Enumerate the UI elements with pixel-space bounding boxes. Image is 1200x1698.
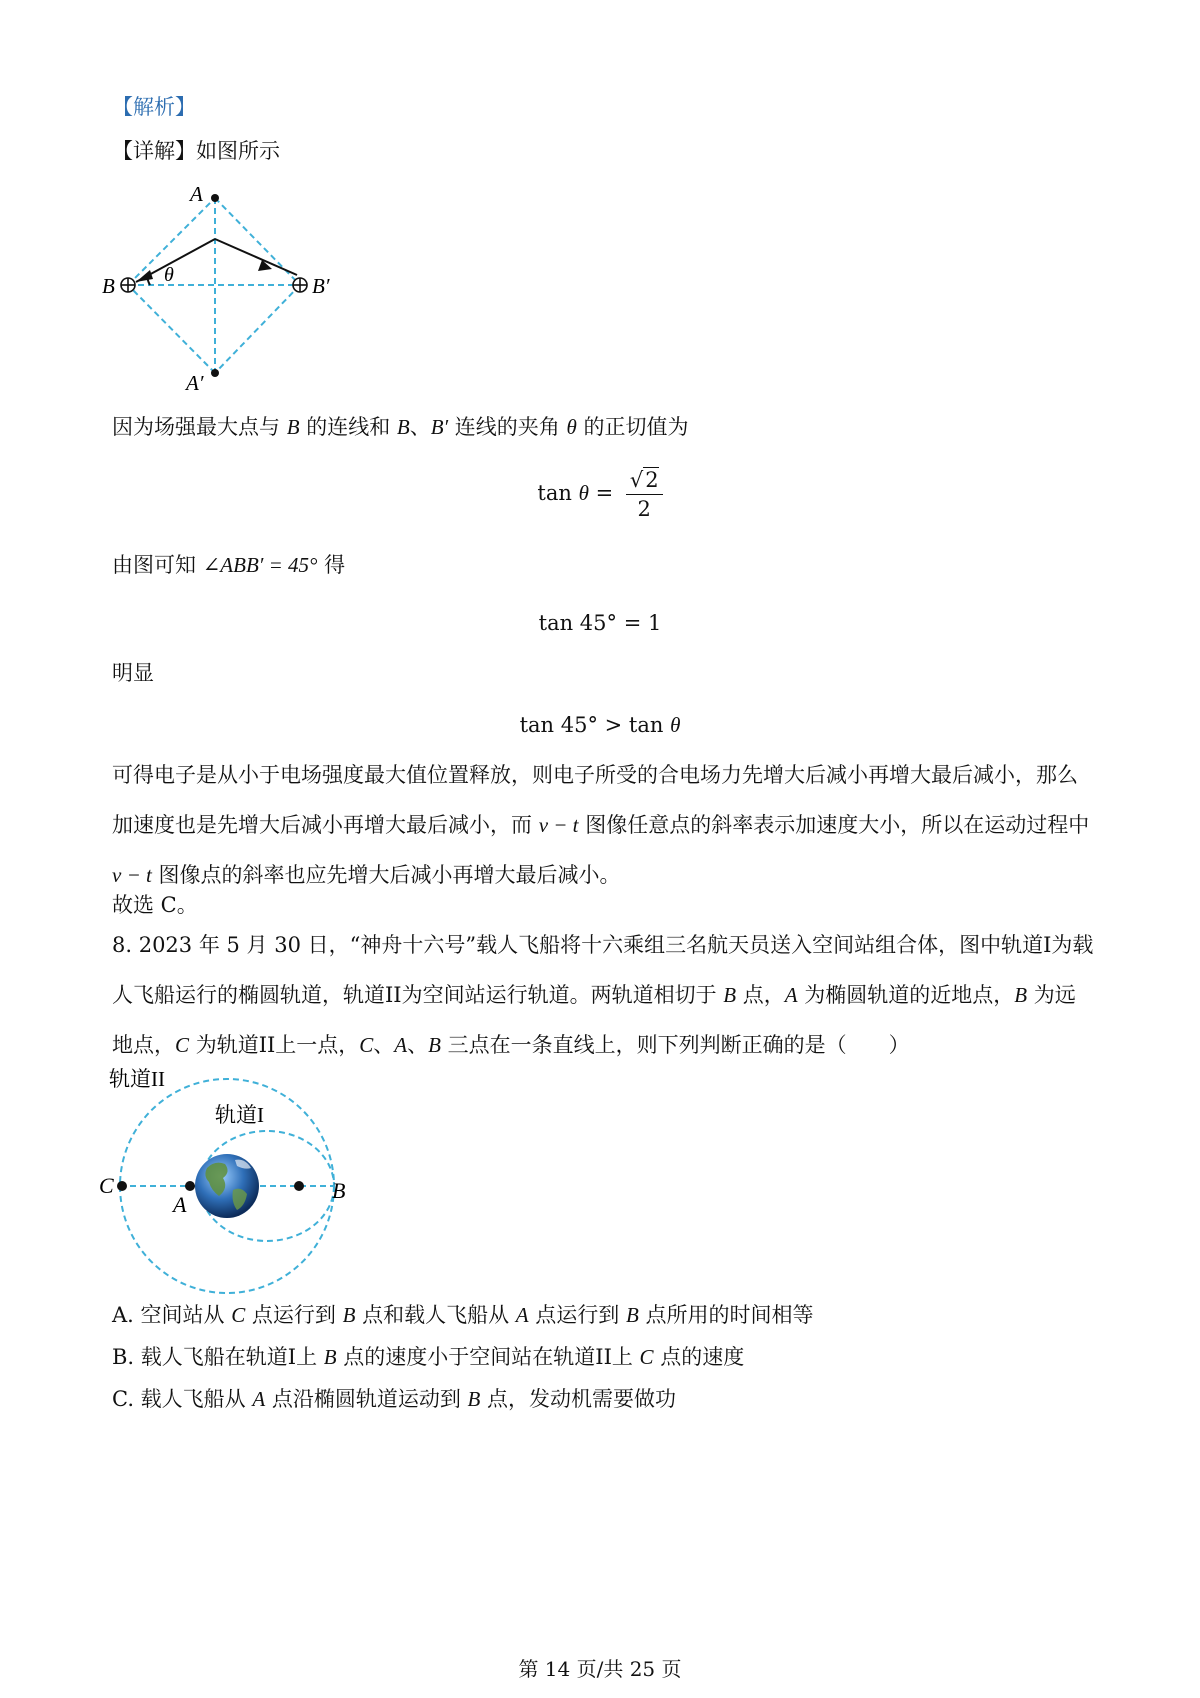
detail-heading: 【详解】 [112,139,196,163]
label-a: A [190,182,203,206]
answer-line: 故选 C。 [112,893,198,917]
text-line-3: 明显 [112,661,154,685]
focus-dot [294,1181,304,1191]
text-line-1: 因为场强最大点与 B 的连线和 B、B′ 连线的夹角 θ 的正切值为 [112,415,689,439]
figure-orbits [95,1060,395,1300]
point-a-dot [211,194,219,202]
figure-square-diagram [100,175,360,400]
dash-a-bp [215,198,300,285]
option-b: B. 载人飞船在轨道I上 B 点的速度小于空间站在轨道II上 C 点的速度 [112,1345,745,1369]
point-ap-dot [211,369,219,377]
label-orbit-ii: 轨道II [109,1067,165,1091]
explanation-paragraph: 可得电子是从小于电场强度最大值位置释放，则电子所受的合电场力先增大后减小再增大最后减小，那么 加速度也是先增大后减小再增大最后减小，而 v − t 图像任意点的斜率表示加速度大小，所以在运动过程中 v − t 图像点的斜率也应先增大后减小再增大最后减小。 [112,763,1090,887]
text-line-2: 由图可知 ∠ABB′ = 45° 得 [112,553,346,577]
charge-b [121,278,135,292]
equation-1: tan θ = $\frac{√2}{2}$ [0,466,1200,523]
label-ap: A′ [186,371,204,395]
option-c: C. 载人飞船从 A 点沿椭圆轨道运动到 B 点，发动机需要做功 [112,1387,677,1411]
arrow-right [215,239,297,275]
point-a-dot [185,1181,195,1191]
label-orbit-i: 轨道I [215,1103,264,1127]
arrowhead-left [136,270,153,282]
equation-3: tan 45° > tan θ [519,713,681,737]
dash-ap-b [128,285,215,373]
point-c-dot [117,1181,127,1191]
option-a: A. 空间站从 C 点运行到 B 点和载人飞船从 A 点运行到 B 点所用的时间相等 [112,1303,814,1327]
label-bp: B′ [312,274,330,298]
detail-intro: 如图所示 [196,139,280,163]
dash-bp-ap [215,285,300,373]
page-footer: 第 14 页/共 25 页 [518,1657,682,1681]
label-theta: θ [164,264,174,286]
label-b: B [332,1178,346,1203]
earth-icon [195,1154,259,1218]
label-a: A [173,1192,187,1217]
label-c: C [99,1173,114,1198]
label-b: B [102,274,115,298]
charge-bp [293,278,307,292]
question-8: 8. 2023 年 5 月 30 日，“神舟十六号”载人飞船将十六乘组三名航天员送入空间站组合体，图中轨道I为载 人飞船运行的椭圆轨道，轨道II为空间站运行轨道。两轨道相切于 B 点，A 为椭圆轨道的近地点，B 为远 地点，C 为轨道II上一点，C、A、B 三点在一条直线上，则下列判断正确的是（ ） [112,933,1094,1057]
fraction: $\frac{√2}{2}$ [626,466,663,523]
detail-line [112,136,280,166]
analysis-heading: 【解析】 [112,95,196,119]
equation-2: tan 45° = 1 [538,611,662,635]
